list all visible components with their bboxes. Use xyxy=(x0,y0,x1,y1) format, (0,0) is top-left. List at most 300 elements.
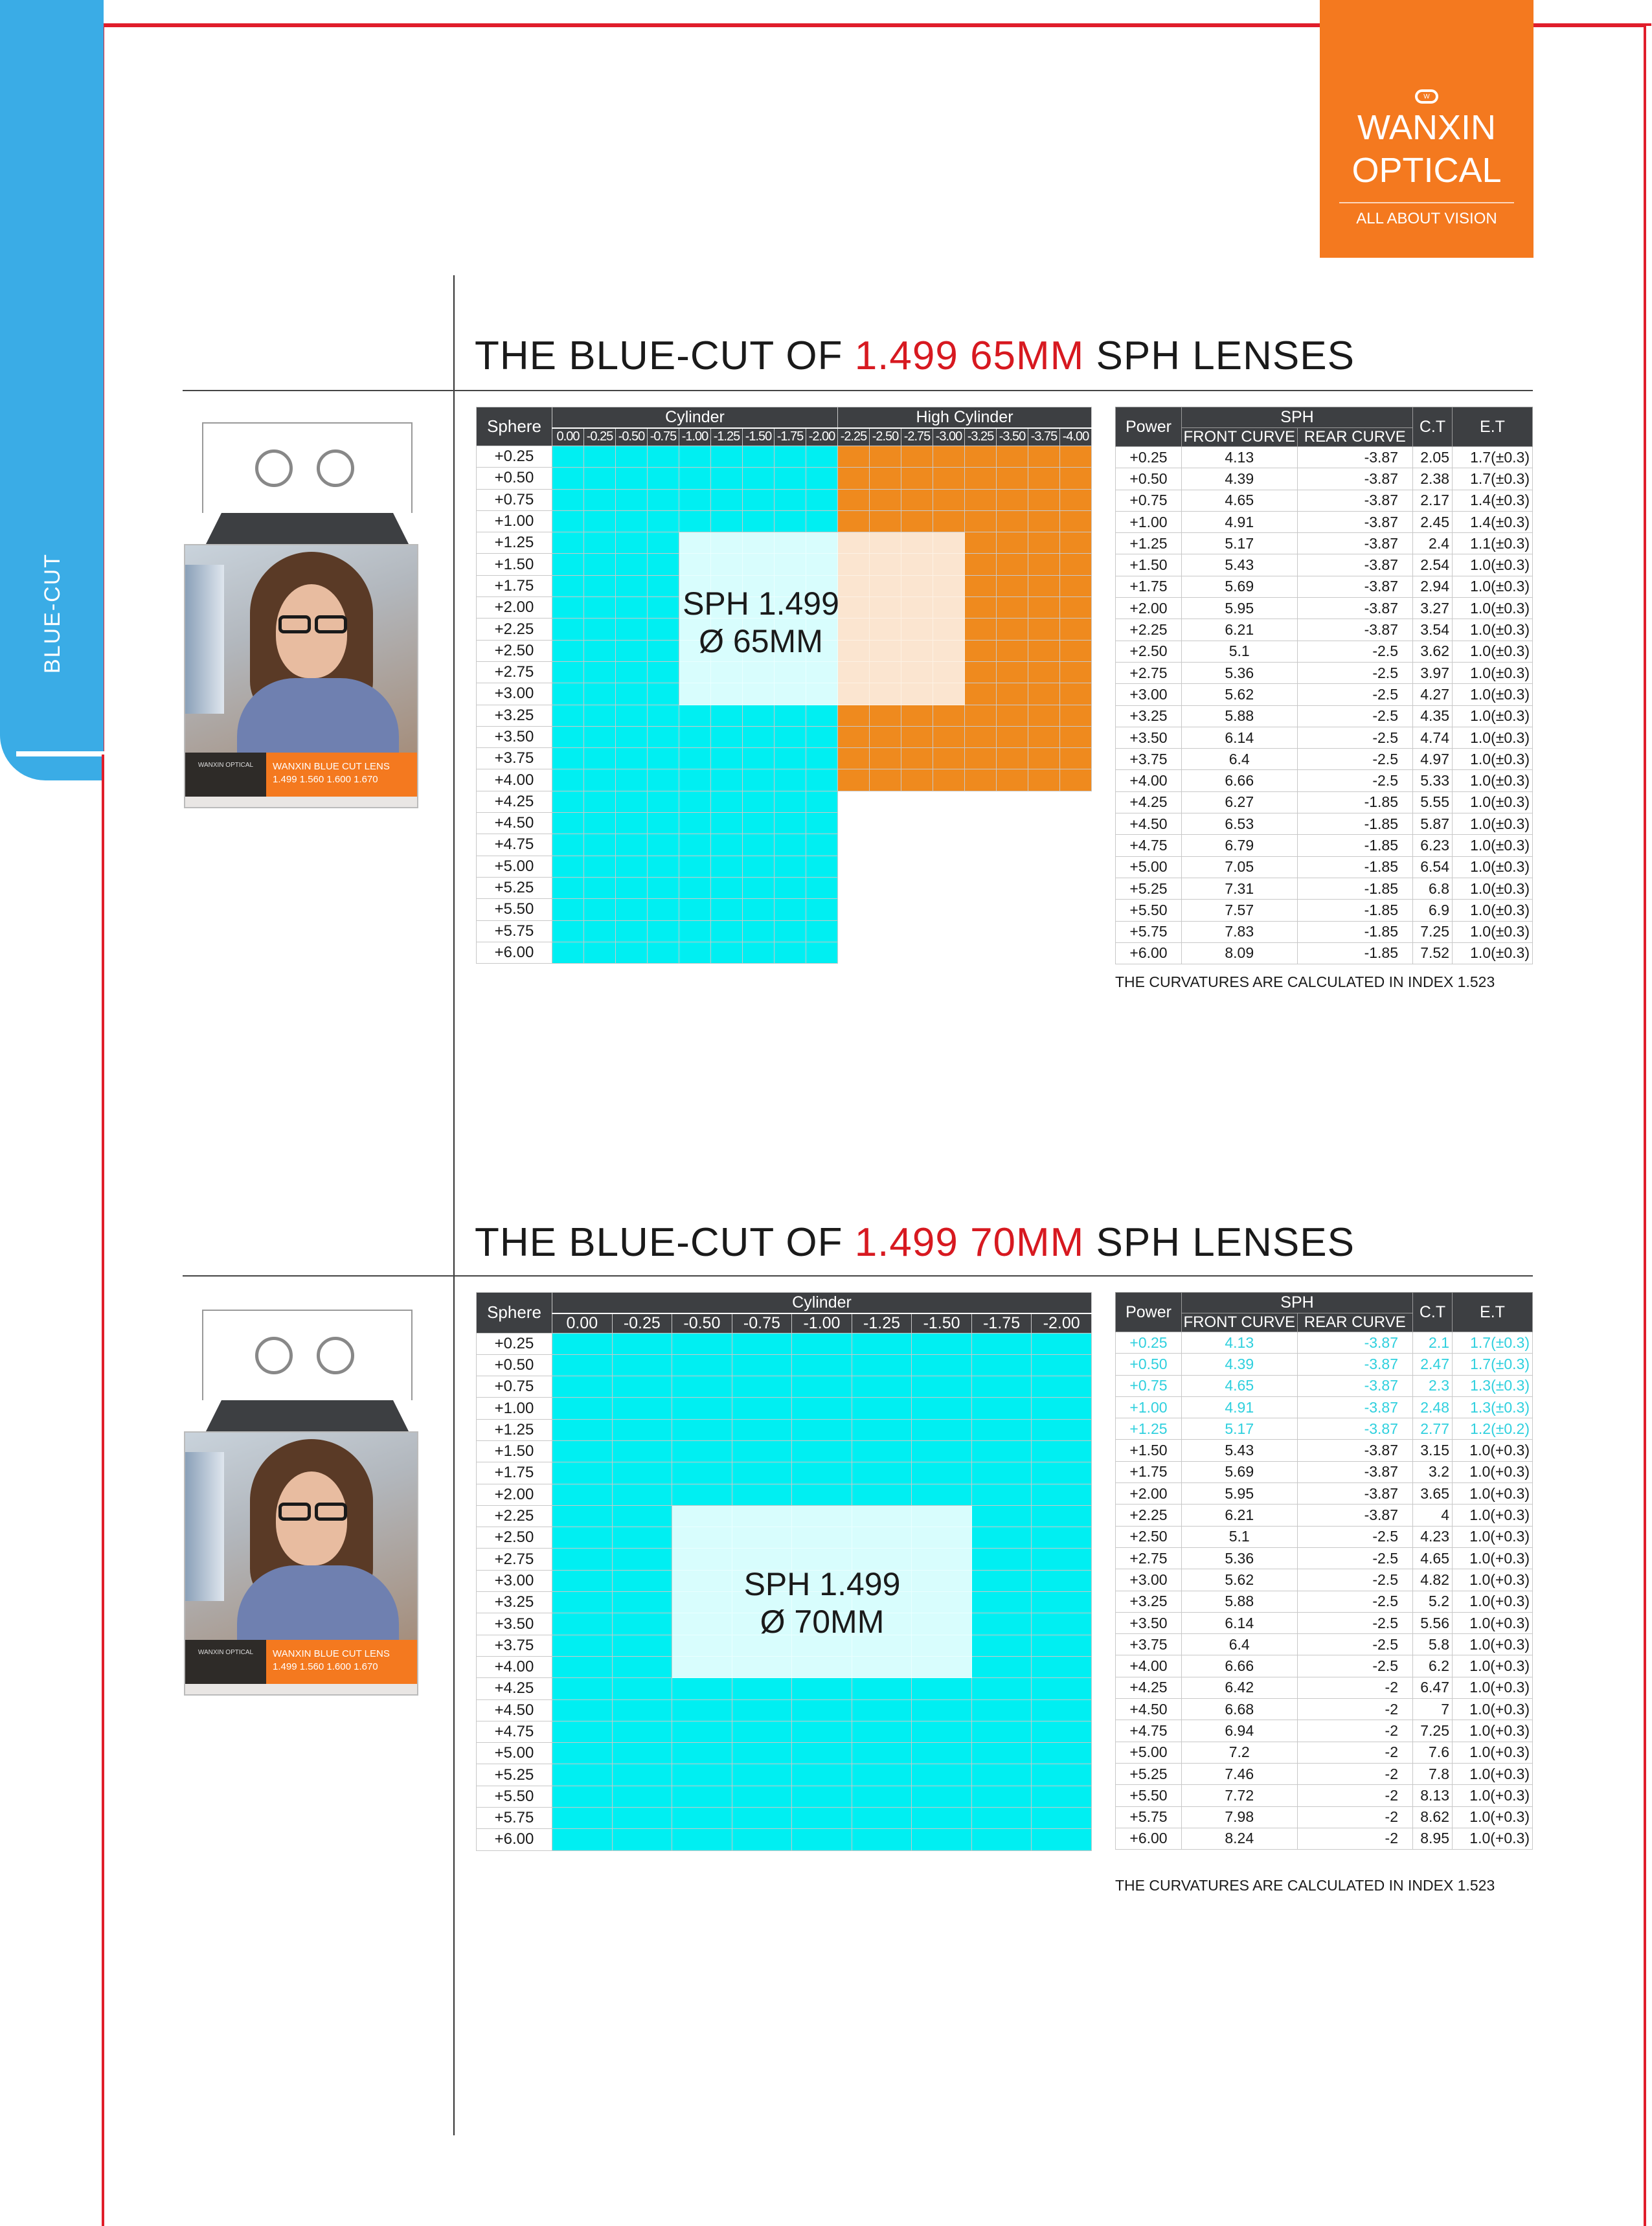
availability-cell xyxy=(648,877,679,898)
availability-cell xyxy=(870,856,901,877)
availability-cell xyxy=(965,791,997,812)
availability-cell xyxy=(1032,1570,1092,1591)
availability-cell xyxy=(552,1613,613,1635)
availability-cell xyxy=(584,489,616,510)
spec-row xyxy=(1116,1418,1533,1440)
rear-curve-value: -3.87 xyxy=(1297,1440,1413,1461)
power-value: +1.25 xyxy=(1116,1418,1182,1440)
front-curve-value: 7.83 xyxy=(1182,921,1298,942)
center-thickness-value: 2.38 xyxy=(1413,468,1453,490)
availability-cell xyxy=(792,1354,852,1376)
availability-cell xyxy=(552,1398,613,1419)
availability-cell xyxy=(711,899,743,920)
availability-cell xyxy=(612,1721,672,1742)
availability-cell xyxy=(1032,1592,1092,1613)
availability-cell xyxy=(1060,920,1092,942)
brand-logo-icon: W xyxy=(1415,89,1438,104)
availability-cell xyxy=(971,1656,1032,1677)
availability-cell xyxy=(933,705,965,726)
power-value: +2.00 xyxy=(1116,598,1182,619)
availability-cell xyxy=(552,661,584,683)
rear-curve-value: -2.5 xyxy=(1297,1655,1413,1677)
availability-cell xyxy=(775,791,806,812)
availability-cell xyxy=(1060,726,1092,747)
grid-row xyxy=(477,705,1092,726)
availability-cell xyxy=(933,813,965,834)
center-thickness-value: 7.25 xyxy=(1413,1720,1453,1742)
tag-product-indices: 1.499 1.560 1.600 1.670 xyxy=(273,774,378,785)
availability-cell xyxy=(648,554,679,575)
availability-cell xyxy=(732,1419,792,1440)
rear-curve-value: -1.85 xyxy=(1297,856,1413,878)
rear-curve-value: -2.5 xyxy=(1297,705,1413,727)
availability-cell xyxy=(852,1527,912,1549)
availability-cell xyxy=(852,1764,912,1786)
power-value: +3.25 xyxy=(1116,1591,1182,1612)
power-value: +1.50 xyxy=(1116,554,1182,576)
availability-cell xyxy=(612,1699,672,1721)
center-thickness-value: 2.1 xyxy=(1413,1332,1453,1354)
center-thickness-value: 6.47 xyxy=(1413,1677,1453,1698)
cylinder-value-header: -1.50 xyxy=(743,428,775,446)
spec-row xyxy=(1116,1655,1533,1677)
availability-cell xyxy=(552,489,584,510)
availability-cell xyxy=(612,1505,672,1527)
availability-cell xyxy=(838,856,870,877)
availability-cell xyxy=(648,748,679,769)
rear-curve-value: -2 xyxy=(1297,1785,1413,1806)
edge-thickness-value: 1.0(+0.3) xyxy=(1453,1526,1533,1547)
edge-thickness-value: 1.0(±0.3) xyxy=(1453,791,1533,813)
availability-cell xyxy=(806,554,838,575)
availability-cell xyxy=(1032,1808,1092,1829)
availability-cell xyxy=(1032,1462,1092,1484)
power-header: Power xyxy=(1116,1293,1182,1332)
cylinder-value-header: -1.25 xyxy=(711,428,743,446)
availability-cell xyxy=(1060,554,1092,575)
availability-cell xyxy=(965,640,997,661)
availability-cell xyxy=(584,856,616,877)
grid-row xyxy=(477,510,1092,532)
sphere-label: +4.00 xyxy=(477,1656,552,1677)
availability-cell xyxy=(792,1333,852,1354)
center-thickness-value: 2.77 xyxy=(1413,1418,1453,1440)
availability-cell xyxy=(775,877,806,898)
availability-cell xyxy=(1028,920,1060,942)
availability-cell xyxy=(711,877,743,898)
availability-cell xyxy=(1032,1376,1092,1398)
section1-coverage-label xyxy=(681,585,841,660)
availability-cell xyxy=(838,619,870,640)
edge-thickness-value: 1.3(±0.3) xyxy=(1453,1375,1533,1396)
rear-curve-value: -2.5 xyxy=(1297,1526,1413,1547)
power-value: +2.75 xyxy=(1116,1547,1182,1569)
availability-cell xyxy=(838,446,870,468)
sphere-label: +5.75 xyxy=(477,1808,552,1829)
availability-cell xyxy=(1060,813,1092,834)
sphere-label: +3.75 xyxy=(477,748,552,769)
availability-cell xyxy=(616,834,648,856)
availability-cell xyxy=(838,640,870,661)
section2-title-accent: 1.499 70MM xyxy=(854,1220,1085,1265)
availability-cell xyxy=(806,856,838,877)
availability-cell xyxy=(852,1505,912,1527)
availability-cell xyxy=(965,813,997,834)
section2-note: THE CURVATURES ARE CALCULATED IN INDEX 1.523 xyxy=(1115,1877,1495,1894)
center-thickness-value: 3.15 xyxy=(1413,1440,1453,1461)
availability-cell xyxy=(552,813,584,834)
availability-cell xyxy=(552,1786,613,1807)
availability-cell xyxy=(672,1354,732,1376)
spec-row xyxy=(1116,490,1533,511)
front-curve-value: 5.95 xyxy=(1182,598,1298,619)
spec-row xyxy=(1116,942,1533,964)
front-curve-value: 6.53 xyxy=(1182,813,1298,835)
availability-cell xyxy=(997,791,1028,812)
availability-cell xyxy=(679,920,711,942)
high-cylinder-value-header: -3.00 xyxy=(933,428,965,446)
availability-cell xyxy=(933,683,965,705)
rear-curve-value: -3.87 xyxy=(1297,447,1413,468)
grid-row xyxy=(477,1440,1092,1462)
availability-cell xyxy=(732,1440,792,1462)
availability-cell xyxy=(1060,856,1092,877)
availability-cell xyxy=(901,791,933,812)
availability-cell xyxy=(933,791,965,812)
availability-cell xyxy=(838,769,870,791)
tag-product-name: WANXIN BLUE CUT LENS xyxy=(273,761,390,772)
availability-cell xyxy=(616,705,648,726)
center-thickness-value: 5.87 xyxy=(1413,813,1453,835)
availability-cell xyxy=(901,769,933,791)
front-curve-value: 7.72 xyxy=(1182,1785,1298,1806)
cylinder-value-header: -2.00 xyxy=(806,428,838,446)
center-thickness-value: 2.47 xyxy=(1413,1354,1453,1375)
tag-product-text xyxy=(266,1640,418,1684)
power-value: +4.50 xyxy=(1116,813,1182,835)
edge-thickness-value: 1.4(±0.3) xyxy=(1453,511,1533,532)
availability-cell xyxy=(1032,1333,1092,1354)
availability-cell xyxy=(612,1440,672,1462)
front-curve-value: 5.17 xyxy=(1182,533,1298,554)
availability-cell xyxy=(792,1462,852,1484)
cylinder-value-header: -0.50 xyxy=(616,428,648,446)
center-thickness-value: 8.13 xyxy=(1413,1785,1453,1806)
availability-cell xyxy=(552,1549,613,1570)
availability-cell xyxy=(933,510,965,532)
availability-cell xyxy=(552,1743,613,1764)
availability-cell xyxy=(792,1829,852,1850)
availability-cell xyxy=(870,532,901,554)
availability-cell xyxy=(852,1440,912,1462)
spec-row xyxy=(1116,1763,1533,1784)
availability-cell xyxy=(616,877,648,898)
edge-thickness-value: 1.0(+0.3) xyxy=(1453,1655,1533,1677)
availability-cell xyxy=(711,748,743,769)
hanger-hole-icon xyxy=(317,449,354,487)
availability-cell xyxy=(838,791,870,812)
front-curve-value: 6.94 xyxy=(1182,1720,1298,1742)
tag-hanger xyxy=(202,1310,413,1400)
availability-cell xyxy=(912,1721,972,1742)
availability-cell xyxy=(1028,554,1060,575)
availability-cell xyxy=(612,1376,672,1398)
availability-cell xyxy=(679,510,711,532)
center-thickness-value: 2.54 xyxy=(1413,554,1453,576)
availability-cell xyxy=(838,554,870,575)
availability-cell xyxy=(552,446,584,468)
availability-cell xyxy=(971,1549,1032,1570)
power-value: +3.50 xyxy=(1116,1612,1182,1633)
availability-cell xyxy=(870,510,901,532)
availability-cell xyxy=(870,899,901,920)
cylinder-value-header: -0.25 xyxy=(584,428,616,446)
availability-cell xyxy=(901,597,933,619)
availability-cell xyxy=(806,446,838,468)
availability-cell xyxy=(806,705,838,726)
frame-left-line xyxy=(102,755,104,2226)
availability-cell xyxy=(648,942,679,963)
availability-cell xyxy=(672,1829,732,1850)
brand-name-line1: WANXIN xyxy=(1357,108,1496,147)
availability-cell xyxy=(965,468,997,489)
availability-cell xyxy=(838,532,870,554)
grid-row xyxy=(477,1398,1092,1419)
availability-cell xyxy=(1060,899,1092,920)
rear-curve-header: REAR CURVE xyxy=(1297,1313,1413,1332)
center-thickness-value: 3.62 xyxy=(1413,641,1453,662)
availability-cell xyxy=(933,640,965,661)
tag-body xyxy=(184,1431,418,1696)
availability-cell xyxy=(616,856,648,877)
grid-row xyxy=(477,1808,1092,1829)
availability-cell xyxy=(612,1592,672,1613)
sphere-label: +3.50 xyxy=(477,1613,552,1635)
availability-cell xyxy=(971,1333,1032,1354)
availability-cell xyxy=(870,661,901,683)
availability-cell xyxy=(679,942,711,963)
availability-cell xyxy=(838,748,870,769)
spec-row xyxy=(1116,554,1533,576)
availability-cell xyxy=(1060,748,1092,769)
availability-cell xyxy=(612,1333,672,1354)
availability-cell xyxy=(965,705,997,726)
availability-cell xyxy=(912,1743,972,1764)
edge-thickness-value: 1.0(±0.3) xyxy=(1453,576,1533,597)
availability-cell xyxy=(912,1419,972,1440)
rear-curve-value: -3.87 xyxy=(1297,533,1413,554)
spec-row xyxy=(1116,1354,1533,1375)
power-value: +5.75 xyxy=(1116,1806,1182,1828)
sphere-label: +2.50 xyxy=(477,1527,552,1549)
section1-title-post: SPH LENSES xyxy=(1084,334,1355,378)
availability-cell xyxy=(971,1570,1032,1591)
availability-cell xyxy=(1032,1527,1092,1549)
availability-cell xyxy=(616,683,648,705)
availability-cell xyxy=(838,468,870,489)
availability-cell xyxy=(648,640,679,661)
grid-row xyxy=(477,1505,1092,1527)
side-tab-label: BLUE-CUT xyxy=(40,552,65,674)
front-curve-value: 8.09 xyxy=(1182,942,1298,964)
availability-cell xyxy=(584,748,616,769)
availability-cell xyxy=(648,726,679,747)
availability-cell xyxy=(997,640,1028,661)
front-curve-value: 5.69 xyxy=(1182,576,1298,597)
availability-cell xyxy=(648,619,679,640)
availability-cell xyxy=(711,726,743,747)
availability-cell xyxy=(997,597,1028,619)
power-value: +5.25 xyxy=(1116,1763,1182,1784)
availability-cell xyxy=(912,1462,972,1484)
availability-cell xyxy=(616,575,648,596)
high-cylinder-value-header: -2.75 xyxy=(901,428,933,446)
availability-cell xyxy=(648,597,679,619)
sphere-label: +2.75 xyxy=(477,1549,552,1570)
spec-row xyxy=(1116,791,1533,813)
availability-cell xyxy=(711,468,743,489)
availability-cell xyxy=(870,748,901,769)
availability-cell xyxy=(1032,1398,1092,1419)
vertical-divider xyxy=(453,275,455,2135)
availability-cell xyxy=(648,468,679,489)
edge-thickness-value: 1.0(±0.3) xyxy=(1453,749,1533,770)
availability-cell xyxy=(732,1786,792,1807)
availability-cell xyxy=(901,446,933,468)
availability-cell xyxy=(711,942,743,963)
availability-cell xyxy=(711,920,743,942)
availability-cell xyxy=(616,446,648,468)
availability-cell xyxy=(584,597,616,619)
front-curve-value: 6.66 xyxy=(1182,770,1298,791)
edge-thickness-value: 1.0(±0.3) xyxy=(1453,770,1533,791)
grid-row xyxy=(477,1721,1092,1742)
sphere-label: +4.75 xyxy=(477,1721,552,1742)
center-thickness-value: 4.23 xyxy=(1413,1526,1453,1547)
availability-cell xyxy=(997,446,1028,468)
edge-thickness-value: 1.0(+0.3) xyxy=(1453,1699,1533,1720)
availability-cell xyxy=(965,856,997,877)
availability-cell xyxy=(965,899,997,920)
availability-cell xyxy=(648,575,679,596)
availability-cell xyxy=(552,1354,613,1376)
front-curve-value: 6.14 xyxy=(1182,727,1298,748)
front-curve-value: 4.91 xyxy=(1182,1396,1298,1418)
spec-row xyxy=(1116,1396,1533,1418)
availability-cell xyxy=(743,726,775,747)
front-curve-value: 4.13 xyxy=(1182,447,1298,468)
front-curve-value: 6.68 xyxy=(1182,1699,1298,1720)
sphere-label: +1.75 xyxy=(477,575,552,596)
grid-row xyxy=(477,683,1092,705)
availability-cell xyxy=(612,1354,672,1376)
availability-cell xyxy=(648,834,679,856)
front-curve-value: 5.17 xyxy=(1182,1418,1298,1440)
availability-cell xyxy=(743,942,775,963)
grid-row xyxy=(477,899,1092,920)
availability-cell xyxy=(1028,942,1060,963)
availability-cell xyxy=(552,1678,613,1699)
sphere-label: +2.50 xyxy=(477,640,552,661)
edge-thickness-value: 1.0(±0.3) xyxy=(1453,813,1533,835)
grid-row xyxy=(477,1699,1092,1721)
availability-cell xyxy=(732,1484,792,1505)
availability-cell xyxy=(616,468,648,489)
availability-cell xyxy=(971,1354,1032,1376)
sphere-label: +2.25 xyxy=(477,619,552,640)
center-thickness-value: 6.54 xyxy=(1413,856,1453,878)
availability-cell xyxy=(775,661,806,683)
availability-cell xyxy=(852,1829,912,1850)
availability-cell xyxy=(933,489,965,510)
availability-cell xyxy=(997,726,1028,747)
availability-cell xyxy=(584,834,616,856)
sphere-label: +3.50 xyxy=(477,726,552,747)
availability-cell xyxy=(679,813,711,834)
tag-brand-small: WANXIN OPTICAL xyxy=(185,753,266,797)
availability-cell xyxy=(775,920,806,942)
availability-cell xyxy=(1028,532,1060,554)
sphere-label: +4.00 xyxy=(477,769,552,791)
availability-cell xyxy=(870,446,901,468)
rear-curve-value: -2.5 xyxy=(1297,641,1413,662)
availability-cell xyxy=(838,489,870,510)
spec-row xyxy=(1116,878,1533,899)
rear-curve-value: -3.87 xyxy=(1297,511,1413,532)
sphere-label: +1.00 xyxy=(477,510,552,532)
availability-cell xyxy=(933,446,965,468)
power-value: +1.00 xyxy=(1116,1396,1182,1418)
availability-cell xyxy=(1032,1764,1092,1786)
availability-cell xyxy=(901,532,933,554)
availability-cell xyxy=(552,899,584,920)
center-thickness-value: 6.9 xyxy=(1413,900,1453,921)
availability-cell xyxy=(838,899,870,920)
availability-cell xyxy=(870,726,901,747)
availability-cell xyxy=(971,1829,1032,1850)
availability-cell xyxy=(901,813,933,834)
availability-cell xyxy=(870,769,901,791)
availability-cell xyxy=(732,1505,792,1527)
availability-cell xyxy=(552,575,584,596)
availability-cell xyxy=(1032,1419,1092,1440)
power-value: +6.00 xyxy=(1116,942,1182,964)
availability-cell xyxy=(997,942,1028,963)
spec-row xyxy=(1116,1634,1533,1655)
rear-curve-value: -1.85 xyxy=(1297,813,1413,835)
availability-cell xyxy=(552,683,584,705)
availability-cell xyxy=(1028,899,1060,920)
availability-cell xyxy=(901,661,933,683)
availability-cell xyxy=(616,510,648,532)
availability-cell xyxy=(616,489,648,510)
grid-row xyxy=(477,1829,1092,1850)
availability-cell xyxy=(806,899,838,920)
availability-cell xyxy=(1032,1829,1092,1850)
availability-cell xyxy=(965,769,997,791)
availability-cell xyxy=(672,1678,732,1699)
availability-cell xyxy=(912,1354,972,1376)
availability-cell xyxy=(552,1592,613,1613)
availability-cell xyxy=(997,705,1028,726)
availability-cell xyxy=(732,1829,792,1850)
power-value: +6.00 xyxy=(1116,1828,1182,1849)
availability-cell xyxy=(1028,661,1060,683)
availability-cell xyxy=(1028,683,1060,705)
tag-label-bar xyxy=(185,753,418,797)
availability-cell xyxy=(1028,575,1060,596)
availability-cell xyxy=(792,1678,852,1699)
